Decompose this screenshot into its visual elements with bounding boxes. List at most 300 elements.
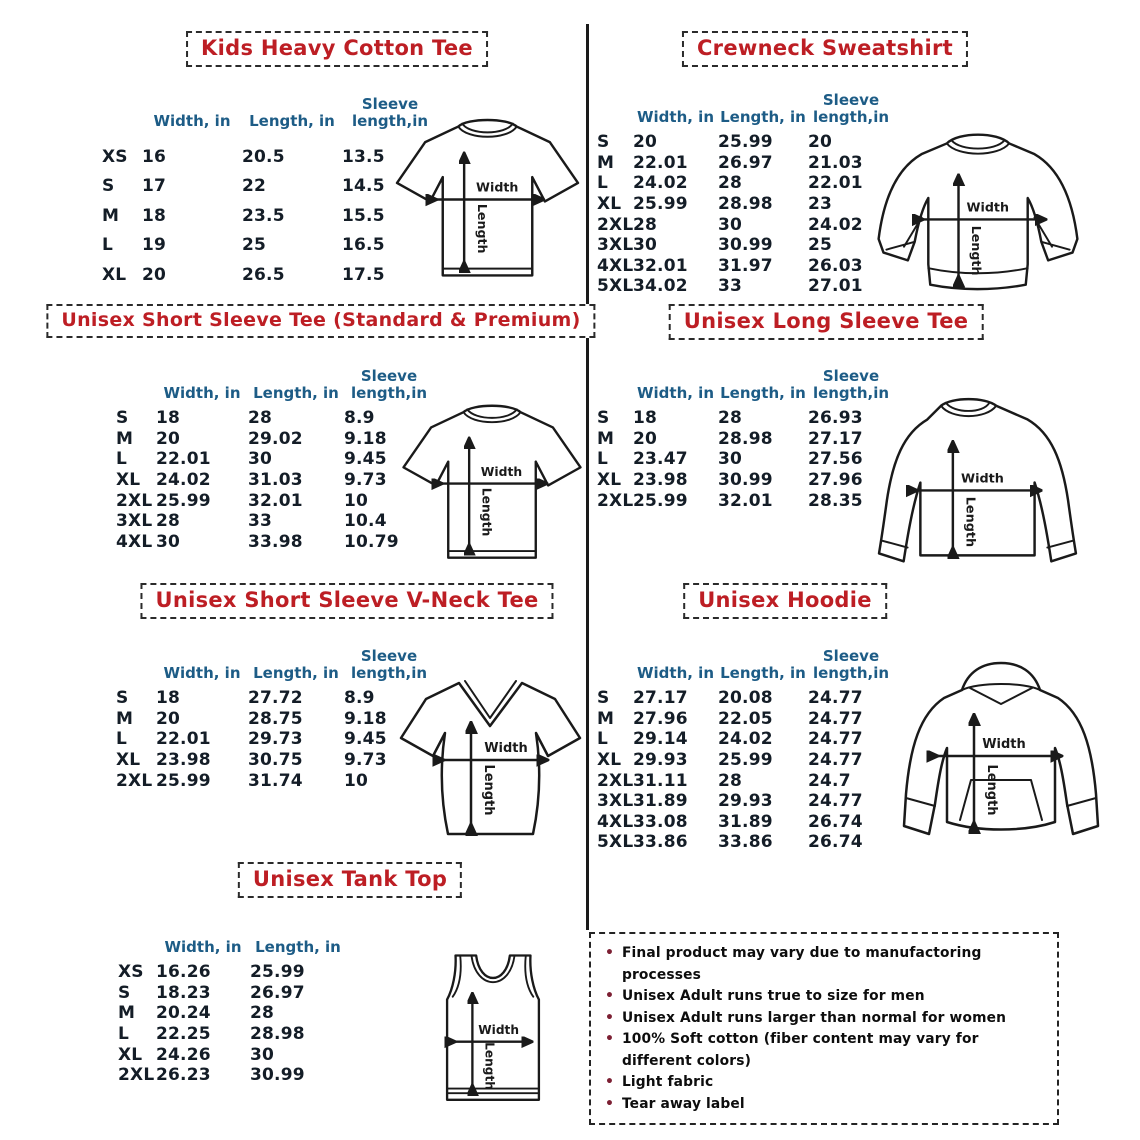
- column-header: Length, in: [255, 937, 341, 956]
- cell-value: 26.74: [808, 811, 863, 832]
- cell-value: 26.97: [718, 152, 773, 173]
- table-row: [597, 153, 894, 174]
- cell-value: 24.02: [633, 173, 688, 194]
- cell-value: 27.72: [248, 688, 303, 709]
- cell-value: 17: [142, 176, 167, 197]
- cell-value: 19: [142, 235, 167, 256]
- column-header: Width, in: [163, 383, 241, 402]
- cell-value: 23.47: [633, 449, 688, 470]
- length-label: Length: [474, 203, 490, 254]
- cell-value: 18: [142, 205, 167, 226]
- cell-value: 27.96: [633, 708, 688, 729]
- size-table-tank: [118, 906, 346, 1086]
- cell-value: 20.08: [718, 688, 773, 709]
- cell-value: 16.26: [156, 962, 211, 983]
- header-corner: [116, 401, 156, 402]
- column-header: Length, in: [253, 663, 339, 682]
- cell-value: 23.5: [242, 205, 285, 226]
- cell-value: 10.4: [344, 511, 387, 532]
- table-row: [118, 1065, 346, 1086]
- table-row: [597, 235, 894, 256]
- size-label: S: [597, 688, 610, 709]
- column-header: Width, in: [636, 663, 714, 682]
- cell-value: 28: [156, 511, 181, 532]
- size-label: M: [597, 152, 615, 173]
- length-label: Length: [962, 496, 978, 548]
- bullet-icon: •: [605, 1031, 614, 1047]
- table-row: [102, 142, 438, 172]
- cell-value: 20: [156, 708, 181, 729]
- length-label: Length: [482, 1042, 497, 1090]
- cell-value: 32.01: [633, 255, 688, 276]
- note-text: Unisex Adult runs larger than normal for women: [621, 1009, 1007, 1026]
- table-row: [116, 729, 434, 750]
- size-label: 3XL: [597, 791, 634, 812]
- cell-value: 22.25: [156, 1024, 211, 1045]
- cell-value: 31.89: [633, 791, 688, 812]
- cell-value: 24.7: [808, 770, 851, 791]
- cell-value: 27.17: [633, 688, 688, 709]
- cell-value: 25.99: [718, 132, 773, 153]
- table-row: [118, 1003, 346, 1024]
- size-label: 2XL: [597, 490, 634, 511]
- size-label: L: [116, 729, 128, 750]
- cell-value: 26.74: [808, 832, 863, 853]
- section-title-tank: Unisex Tank Top: [238, 862, 462, 898]
- cell-value: 30: [718, 214, 743, 235]
- cell-value: 10: [344, 490, 369, 511]
- width-label: Width: [476, 179, 519, 195]
- size-label: XS: [118, 962, 144, 983]
- bullet-icon: •: [605, 1074, 614, 1090]
- table-row: [102, 260, 438, 290]
- cell-value: 16.5: [342, 235, 385, 256]
- cell-value: 30.99: [718, 235, 773, 256]
- size-table-kids-tee: [102, 80, 438, 290]
- table-row: [116, 709, 434, 730]
- size-label: M: [597, 428, 615, 449]
- cell-value: 25: [242, 235, 267, 256]
- size-label: 2XL: [116, 770, 153, 791]
- cell-value: 20.24: [156, 1003, 211, 1024]
- size-label: S: [102, 176, 115, 197]
- table-row: [597, 470, 894, 491]
- column-header: Width, in: [636, 107, 714, 126]
- cell-value: 29.14: [633, 729, 688, 750]
- cell-value: 22.01: [156, 449, 211, 470]
- column-header: Width, in: [164, 937, 242, 956]
- cell-value: 27.96: [808, 470, 863, 491]
- size-label: M: [116, 708, 134, 729]
- cell-value: 28.35: [808, 490, 863, 511]
- column-header: Length, in: [253, 383, 339, 402]
- table-row: [102, 201, 438, 231]
- cell-value: 24.02: [718, 729, 773, 750]
- cell-value: 28: [718, 408, 743, 429]
- header-corner: [116, 681, 156, 682]
- section-title-kids-tee: Kids Heavy Cotton Tee: [186, 31, 488, 67]
- cell-value: 20.5: [242, 146, 285, 167]
- table-header-row: [116, 632, 434, 682]
- product-notes-box: [589, 932, 1059, 1125]
- cell-value: 30: [156, 531, 181, 552]
- cell-value: 30: [250, 1044, 275, 1065]
- cell-value: 31.97: [718, 255, 773, 276]
- cell-value: 25.99: [250, 962, 305, 983]
- cell-value: 28: [718, 173, 743, 194]
- cell-value: 28.98: [718, 194, 773, 215]
- table-header-row: [118, 906, 346, 956]
- table-row: [597, 709, 894, 730]
- cell-value: 26.23: [156, 1065, 211, 1086]
- cell-value: 13.5: [342, 146, 385, 167]
- cell-value: 28: [718, 770, 743, 791]
- cell-value: 20: [142, 264, 167, 285]
- size-label: XS: [102, 146, 128, 167]
- cell-value: 29.02: [248, 428, 303, 449]
- note-item: [605, 1029, 1043, 1072]
- cell-value: 9.18: [344, 428, 387, 449]
- cell-value: 26.97: [250, 982, 305, 1003]
- size-label: 2XL: [597, 770, 634, 791]
- cell-value: 10: [344, 770, 369, 791]
- size-label: S: [116, 408, 129, 429]
- table-row: [116, 770, 434, 791]
- table-header-row: [116, 352, 434, 402]
- note-item: [605, 986, 1043, 1008]
- column-header: Length, in: [720, 107, 806, 126]
- table-row: [597, 214, 894, 235]
- cell-value: 22: [242, 176, 267, 197]
- table-row: [116, 750, 434, 771]
- cell-value: 24.02: [156, 470, 211, 491]
- size-label: L: [102, 235, 114, 256]
- cell-value: 9.45: [344, 729, 387, 750]
- size-table-longsleeve: [597, 352, 894, 511]
- note-text: Tear away label: [621, 1095, 745, 1112]
- size-table-ss-tee: [116, 352, 434, 552]
- cell-value: 23.98: [633, 470, 688, 491]
- cell-value: 9.18: [344, 708, 387, 729]
- column-header: Sleeve length,in: [812, 647, 890, 682]
- column-header: Width, in: [163, 663, 241, 682]
- cell-value: 30: [633, 235, 658, 256]
- size-label: 4XL: [597, 811, 634, 832]
- cell-value: 29.93: [633, 750, 688, 771]
- table-row: [116, 532, 434, 553]
- cell-value: 27.56: [808, 449, 863, 470]
- size-label: 2XL: [116, 490, 153, 511]
- note-item: [605, 1094, 1043, 1116]
- cell-value: 31.11: [633, 770, 688, 791]
- cell-value: 18: [633, 408, 658, 429]
- column-header: Sleeve length,in: [812, 367, 890, 402]
- cell-value: 9.45: [344, 449, 387, 470]
- cell-value: 9.73: [344, 750, 387, 771]
- size-label: XL: [597, 470, 622, 491]
- column-header: Sleeve length,in: [812, 91, 890, 126]
- bullet-icon: •: [605, 1095, 614, 1112]
- cell-value: 20: [808, 132, 833, 153]
- width-label: Width: [484, 741, 528, 756]
- size-label: 5XL: [597, 276, 634, 297]
- note-text: 100% Soft cotton (fiber content may vary for different colors): [621, 1031, 979, 1069]
- size-label: M: [116, 428, 134, 449]
- table-row: [597, 173, 894, 194]
- cell-value: 26.03: [808, 255, 863, 276]
- length-label: Length: [984, 764, 999, 816]
- size-label: S: [597, 408, 610, 429]
- table-row: [102, 231, 438, 261]
- table-row: [597, 791, 894, 812]
- cell-value: 28.98: [718, 428, 773, 449]
- size-label: M: [597, 708, 615, 729]
- cell-value: 32.01: [718, 490, 773, 511]
- bullet-icon: •: [605, 945, 614, 961]
- cell-value: 33.08: [633, 811, 688, 832]
- table-row: [116, 511, 434, 532]
- table-row: [597, 729, 894, 750]
- size-label: XL: [102, 264, 127, 285]
- cell-value: 24.77: [808, 708, 863, 729]
- bullet-icon: •: [605, 1009, 614, 1026]
- size-label: 3XL: [597, 235, 634, 256]
- cell-value: 22.01: [633, 152, 688, 173]
- cell-value: 20: [156, 428, 181, 449]
- table-row: [102, 172, 438, 202]
- table-row: [118, 1024, 346, 1045]
- section-title-crewneck: Crewneck Sweatshirt: [682, 31, 968, 67]
- size-label: 5XL: [597, 832, 634, 853]
- cell-value: 25: [808, 235, 833, 256]
- cell-value: 26.5: [242, 264, 285, 285]
- cell-value: 31.89: [718, 811, 773, 832]
- section-title-hoodie: Unisex Hoodie: [683, 583, 887, 619]
- width-label: Width: [966, 199, 1009, 215]
- cell-value: 24.26: [156, 1044, 211, 1065]
- cell-value: 28.98: [250, 1024, 305, 1045]
- column-header: Sleeve length,in: [350, 367, 428, 402]
- size-label: L: [597, 729, 609, 750]
- cell-value: 28.75: [248, 708, 303, 729]
- length-label: Length: [969, 225, 985, 276]
- cell-value: 31.03: [248, 470, 303, 491]
- width-label: Width: [480, 464, 523, 479]
- header-corner: [118, 955, 156, 956]
- cell-value: 33.86: [633, 832, 688, 853]
- column-header: Length, in: [720, 383, 806, 402]
- table-row: [597, 688, 894, 709]
- column-header: Width, in: [153, 111, 231, 130]
- table-row: [116, 429, 434, 450]
- table-row: [597, 449, 894, 470]
- size-label: 3XL: [116, 511, 153, 532]
- cell-value: 24.77: [808, 729, 863, 750]
- cell-value: 25.99: [156, 490, 211, 511]
- cell-value: 29.73: [248, 729, 303, 750]
- cell-value: 23.98: [156, 750, 211, 771]
- cell-value: 33: [718, 276, 743, 297]
- size-label: S: [116, 688, 129, 709]
- cell-value: 16: [142, 146, 167, 167]
- table-header-row: [597, 352, 894, 402]
- size-label: M: [118, 1003, 136, 1024]
- note-text: Final product may vary due to manufactoring processes: [621, 945, 982, 983]
- size-label: 2XL: [118, 1065, 155, 1086]
- ss-tee-illustration: [396, 396, 588, 572]
- size-label: XL: [116, 470, 141, 491]
- cell-value: 28: [633, 214, 658, 235]
- size-label: XL: [597, 750, 622, 771]
- note-item: [605, 1008, 1043, 1030]
- size-label: XL: [597, 194, 622, 215]
- table-row: [597, 194, 894, 215]
- column-header: Length, in: [249, 111, 335, 130]
- hoodie-illustration: [876, 652, 1126, 864]
- table-row: [118, 983, 346, 1004]
- section-title-ss-tee: Unisex Short Sleeve Tee (Standard & Premium): [46, 304, 595, 338]
- column-header: Sleeve length,in: [350, 647, 428, 682]
- length-label: Length: [481, 764, 496, 816]
- product-notes-list: [605, 943, 1043, 1115]
- size-label: L: [597, 449, 609, 470]
- cell-value: 33: [248, 511, 273, 532]
- table-row: [597, 132, 894, 153]
- cell-value: 18.23: [156, 982, 211, 1003]
- cell-value: 34.02: [633, 276, 688, 297]
- size-label: 4XL: [116, 531, 153, 552]
- cell-value: 24.77: [808, 750, 863, 771]
- cell-value: 20: [633, 428, 658, 449]
- note-text: Unisex Adult runs true to size for men: [621, 988, 925, 1004]
- length-label: Length: [479, 487, 494, 537]
- table-row: [118, 1044, 346, 1065]
- cell-value: 29.93: [718, 791, 773, 812]
- size-label: 2XL: [597, 214, 634, 235]
- table-row: [597, 408, 894, 429]
- cell-value: 25.99: [156, 770, 211, 791]
- table-header-row: [102, 80, 438, 130]
- header-corner: [597, 401, 633, 402]
- table-row: [116, 408, 434, 429]
- section-title-vneck: Unisex Short Sleeve V-Neck Tee: [140, 583, 553, 619]
- table-row: [118, 962, 346, 983]
- cell-value: 21.03: [808, 152, 863, 173]
- cell-value: 18: [156, 688, 181, 709]
- size-label: M: [102, 205, 120, 226]
- cell-value: 23: [808, 194, 833, 215]
- table-row: [597, 832, 894, 853]
- bullet-icon: •: [605, 988, 614, 1004]
- cell-value: 25.99: [633, 490, 688, 511]
- cell-value: 22.01: [156, 729, 211, 750]
- table-row: [597, 490, 894, 511]
- cell-value: 18: [156, 408, 181, 429]
- cell-value: 31.74: [248, 770, 303, 791]
- size-label: S: [597, 132, 610, 153]
- table-row: [597, 750, 894, 771]
- size-label: 4XL: [597, 255, 634, 276]
- column-header: Length, in: [720, 663, 806, 682]
- section-title-longsleeve: Unisex Long Sleeve Tee: [669, 304, 984, 340]
- cell-value: 8.9: [344, 688, 375, 709]
- note-item: [605, 943, 1043, 986]
- crewneck-illustration: [858, 122, 1098, 312]
- cell-value: 28: [248, 408, 273, 429]
- cell-value: 26.93: [808, 408, 863, 429]
- cell-value: 9.73: [344, 470, 387, 491]
- cell-value: 10.79: [344, 531, 399, 552]
- cell-value: 22.05: [718, 708, 773, 729]
- table-header-row: [597, 76, 894, 126]
- cell-value: 28: [250, 1003, 275, 1024]
- vneck-tee-illustration: [398, 666, 583, 851]
- cell-value: 8.9: [344, 408, 375, 429]
- size-label: L: [118, 1024, 130, 1045]
- table-row: [597, 429, 894, 450]
- cell-value: 33.98: [248, 531, 303, 552]
- header-corner: [597, 125, 633, 126]
- cell-value: 24.77: [808, 688, 863, 709]
- cell-value: 27.17: [808, 428, 863, 449]
- cell-value: 30.99: [718, 470, 773, 491]
- size-label: XL: [118, 1044, 143, 1065]
- kids-tee-illustration: [390, 110, 585, 290]
- table-row: [116, 449, 434, 470]
- header-corner: [102, 129, 142, 130]
- table-header-row: [597, 632, 894, 682]
- cell-value: 24.77: [808, 791, 863, 812]
- note-text: Light fabric: [621, 1074, 714, 1090]
- table-row: [116, 470, 434, 491]
- size-label: S: [118, 982, 131, 1003]
- table-row: [597, 770, 894, 791]
- cell-value: 25.99: [633, 194, 688, 215]
- tank-top-illustration: [414, 948, 572, 1126]
- width-label: Width: [982, 737, 1026, 752]
- cell-value: 15.5: [342, 205, 385, 226]
- note-item: [605, 1072, 1043, 1094]
- table-row: [597, 256, 894, 277]
- cell-value: 20: [633, 132, 658, 153]
- cell-value: 30: [718, 449, 743, 470]
- size-table-vneck: [116, 632, 434, 791]
- cell-value: 24.02: [808, 214, 863, 235]
- cell-value: 27.01: [808, 276, 863, 297]
- size-label: XL: [116, 750, 141, 771]
- cell-value: 32.01: [248, 490, 303, 511]
- table-row: [597, 812, 894, 833]
- longsleeve-illustration: [856, 390, 1096, 582]
- table-row: [116, 688, 434, 709]
- size-table-hoodie: [597, 632, 894, 853]
- table-row: [116, 490, 434, 511]
- cell-value: 17.5: [342, 264, 385, 285]
- cell-value: 22.01: [808, 173, 863, 194]
- header-corner: [597, 681, 633, 682]
- cell-value: 25.99: [718, 750, 773, 771]
- size-label: L: [597, 173, 609, 194]
- cell-value: 30: [248, 449, 273, 470]
- cell-value: 30.75: [248, 750, 303, 771]
- column-header: Width, in: [636, 383, 714, 402]
- width-label: Width: [478, 1023, 519, 1038]
- table-row: [597, 276, 894, 297]
- cell-value: 14.5: [342, 176, 385, 197]
- cell-value: 33.86: [718, 832, 773, 853]
- cell-value: 30.99: [250, 1065, 305, 1086]
- size-table-crewneck: [597, 76, 894, 297]
